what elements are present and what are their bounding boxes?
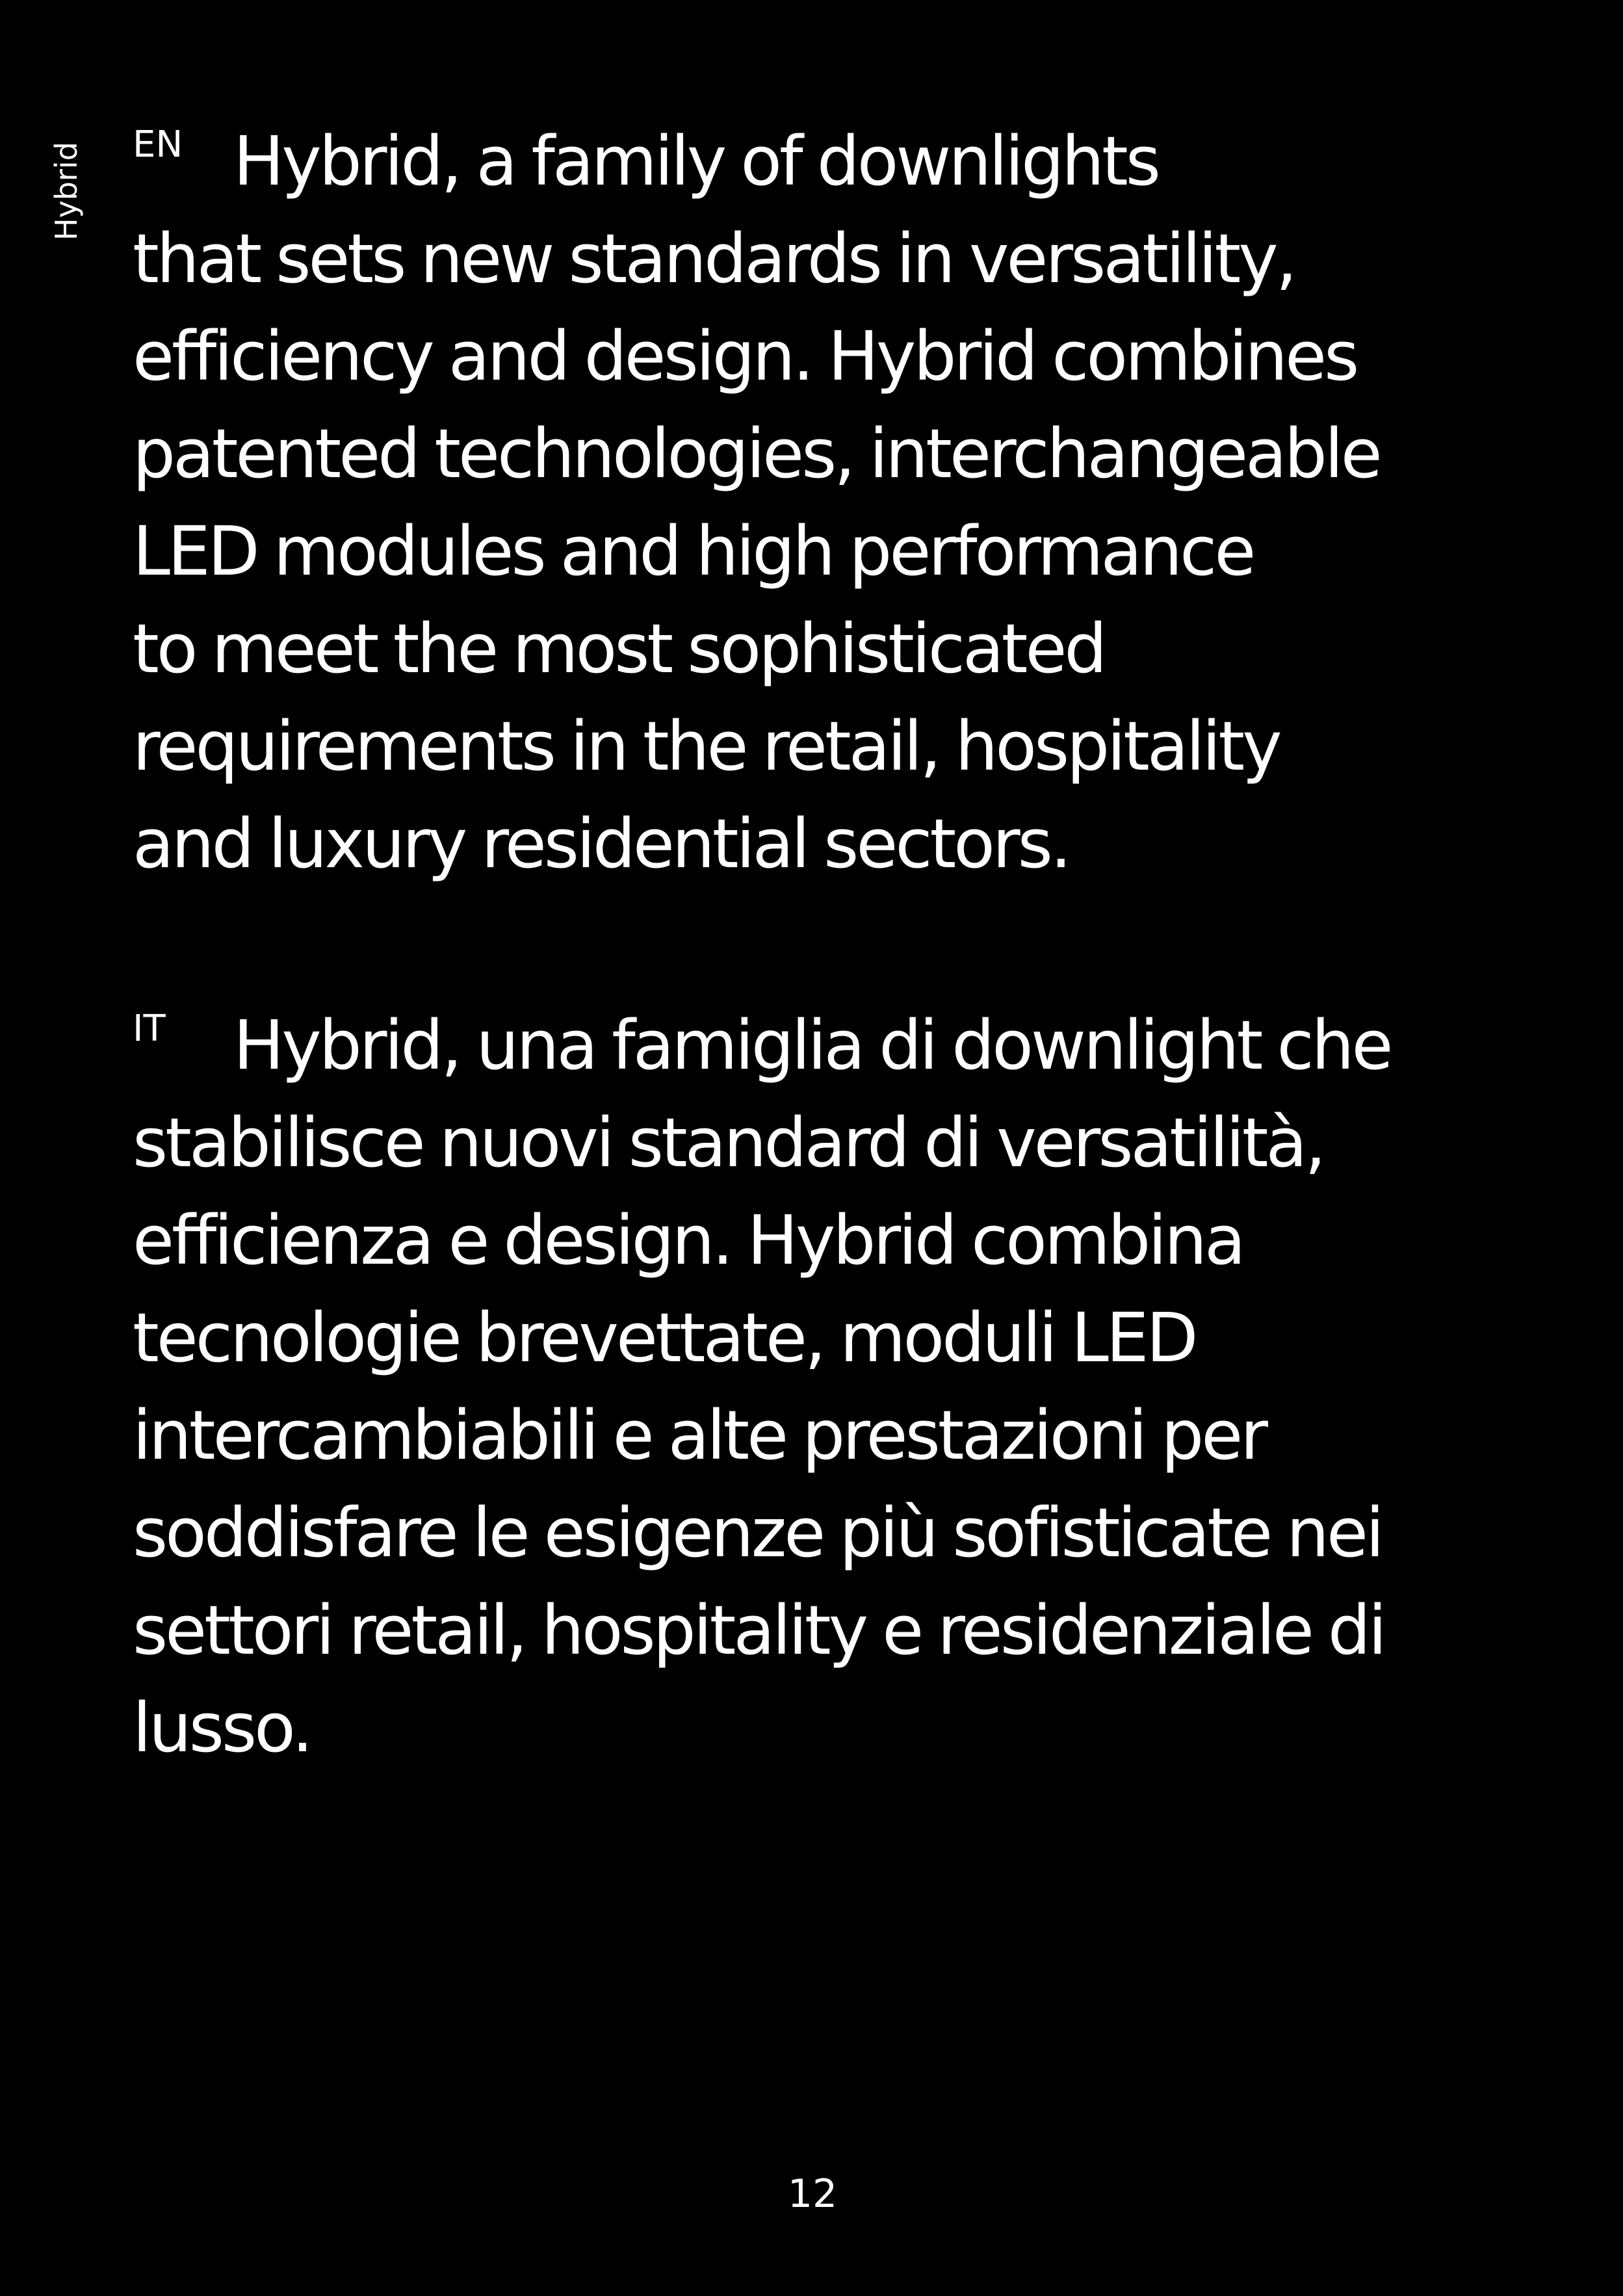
paragraph-line: and luxury residential sectors. [133,804,1069,883]
language-tag-it: IT [133,1008,166,1050]
paragraph-line: efficiency and design. Hybrid combines [133,317,1357,396]
paragraph-line: patented technologies, interchangeable [133,414,1380,493]
paragraph-line: soddisfare le esigenze più sofisticate nei [133,1493,1382,1572]
paragraph-line [133,997,1543,1094]
side-section-label: Hybrid [49,142,84,241]
paragraph-line [133,112,1543,210]
paragraph-line-text: Hybrid, a family of downlights [233,122,1158,201]
paragraph-line: efficienza e design. Hybrid combina [133,1201,1243,1280]
paragraph-line: to meet the most sophisticated [133,609,1105,688]
language-tag-en: EN [133,124,183,166]
page-number: 12 [787,2171,838,2217]
paragraph-line: LED modules and high performance [133,512,1254,591]
paragraph-line: tecnologie brevettate, moduli LED [133,1298,1196,1377]
paragraph-line: intercambiabili e alte prestazioni per [133,1396,1266,1475]
paragraph-line: that sets new standards in versatility, [133,219,1295,298]
italian-paragraph [133,997,1543,1777]
paragraph-line: lusso. [133,1688,311,1768]
english-paragraph [133,112,1543,893]
paragraph-line-text: Hybrid, una famiglia di downlight che [233,1006,1391,1085]
paragraph-line: settori retail, hospitality e residenziale di [133,1591,1384,1670]
paragraph-line: stabilisce nuovi standard di versatilità, [133,1103,1324,1182]
paragraph-line: requirements in the retail, hospitality [133,707,1280,786]
